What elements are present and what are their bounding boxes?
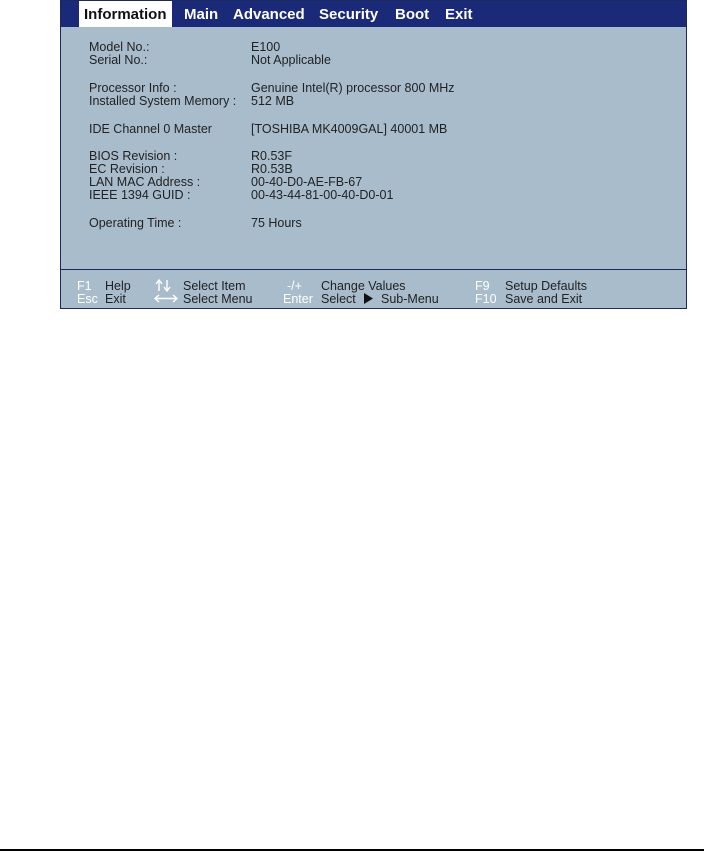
serial-label: Serial No.: <box>89 53 148 67</box>
bios-setup-window <box>60 0 687 309</box>
tab-boot[interactable]: Boot <box>395 6 430 23</box>
ide-value[interactable]: [TOSHIBA MK4009GAL] 40001 MB <box>251 122 448 136</box>
esc-key: Esc <box>77 292 98 306</box>
memory-label: Installed System Memory : <box>89 94 237 108</box>
up-down-arrows-icon <box>154 279 172 292</box>
model-label: Model No.: <box>89 40 150 54</box>
esc-exit-label: Exit <box>105 292 126 306</box>
ec-revision-label: EC Revision : <box>89 162 165 176</box>
operating-time-label: Operating Time : <box>89 216 182 230</box>
f9-key: F9 <box>475 279 490 293</box>
f1-key: F1 <box>77 279 92 293</box>
play-arrow-icon <box>363 293 373 304</box>
guid-value: 00-43-44-81-00-40-D0-01 <box>251 188 394 202</box>
mac-address-value: 00-40-D0-AE-FB-67 <box>251 175 363 189</box>
model-value: E100 <box>251 40 281 54</box>
left-right-arrows-icon <box>153 292 179 305</box>
tab-information[interactable]: Information <box>79 1 172 27</box>
ide-label: IDE Channel 0 Master <box>89 122 212 136</box>
serial-value: Not Applicable <box>251 53 331 67</box>
bios-revision-label: BIOS Revision : <box>89 149 178 163</box>
change-values-label: Change Values <box>321 279 406 293</box>
guid-label: IEEE 1394 GUID : <box>89 188 191 202</box>
enter-select-label: Select <box>321 292 356 306</box>
sub-menu-label: Sub-Menu <box>381 292 439 306</box>
save-and-exit-label: Save and Exit <box>505 292 583 306</box>
menu-bar <box>61 1 686 27</box>
enter-key: Enter <box>283 292 313 306</box>
setup-defaults-label: Setup Defaults <box>505 279 587 293</box>
tab-exit[interactable]: Exit <box>445 6 473 23</box>
processor-value: Genuine Intel(R) processor 800 MHz <box>251 81 455 95</box>
tab-main[interactable]: Main <box>184 6 219 23</box>
mac-address-label: LAN MAC Address : <box>89 175 201 189</box>
page-bottom-rule <box>0 849 704 851</box>
f10-key: F10 <box>475 292 497 306</box>
tab-security[interactable]: Security <box>319 6 379 23</box>
change-values-key: -/+ <box>287 279 302 293</box>
f1-help-label: Help <box>105 279 131 293</box>
processor-label: Processor Info : <box>89 81 177 95</box>
tab-advanced[interactable]: Advanced <box>233 6 305 23</box>
select-menu-label: Select Menu <box>183 292 253 306</box>
bios-revision-value: R0.53F <box>251 149 292 163</box>
operating-time-value: 75 Hours <box>251 216 302 230</box>
memory-value: 512 MB <box>251 94 295 108</box>
help-footer <box>61 270 686 308</box>
select-item-label: Select Item <box>183 279 246 293</box>
ec-revision-value: R0.53B <box>251 162 293 176</box>
information-panel <box>61 27 686 267</box>
